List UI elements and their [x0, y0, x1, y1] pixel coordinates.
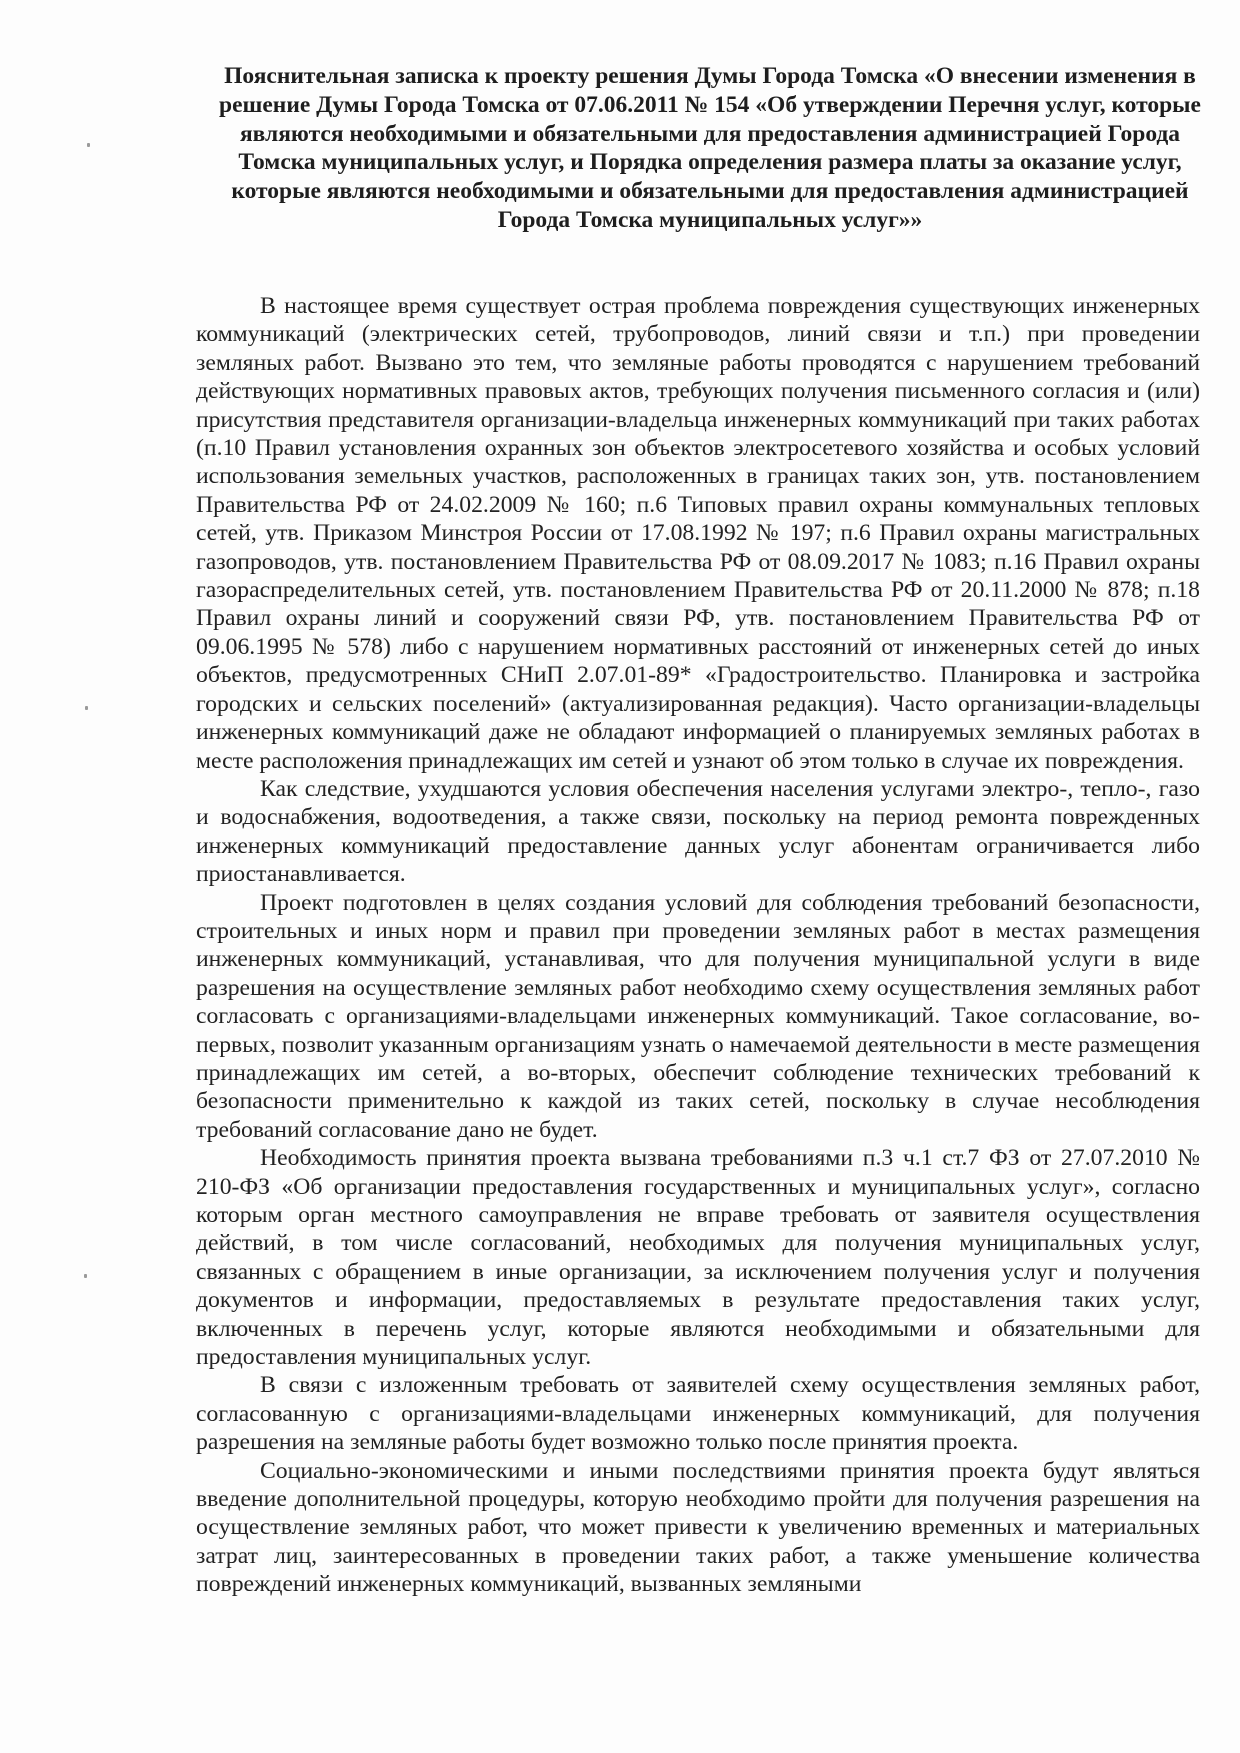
paragraph-consequence: Как следствие, ухудшаются условия обеспечения населения услугами электро-, тепло-, газо и водоснабжения, водоотведения, а также связи, поскольку на период ремонта поврежденных инженерных коммуникаций предоставление данных услуг абонентам ограничивается либо приостанавливается. — [196, 775, 1200, 888]
paragraph-effects: Социально-экономическими и иными последствиями принятия проекта будут являться введение дополнительной процедуры, которую необходимо пройти для получения разрешения на осуществление земляных работ, что может привести к увеличению временных и материальных затрат лиц, заинтересованных в проведении таких работ, а также уменьшение количества повреждений инженерных коммуникаций, вызванных земляными — [196, 1457, 1200, 1598]
document-body — [196, 292, 1200, 1599]
scan-margin-mark — [85, 706, 88, 710]
paragraph-conclusion: В связи с изложенным требовать от заявителей схему осуществления земляных работ, согласованную с организациями-владельцами инженерных коммуникаций, для получения разрешения на земляные работы будет возможно только после принятия проекта. — [196, 1372, 1200, 1456]
scan-margin-mark — [87, 143, 90, 147]
scan-margin-mark — [84, 1274, 87, 1278]
paragraph-problem: В настоящее время существует острая проблема повреждения существующих инженерных коммуникаций (электрических сетей, трубопроводов, линий связи и т.п.) при проведении земляных работ. Вызвано это тем, что земляные работы проводятся с нарушением требований действующих нормативных правовых актов, требующих получения письменного согласия и (или) присутствия представителя организации-владельца инженерных коммуникаций при таких работах (п.10 Правил установления охранных зон объектов электросетевого хозяйства и особых условий использования земельных участков, расположенных в границах таких зон, утв. постановлением Правительства РФ от 24.02.2009 № 160; п.6 Типовых правил охраны коммунальных тепловых сетей, утв. Приказом Минстроя России от 17.08.1992 № 197; п.6 Правил охраны магистральных газопроводов, утв. постановлением Правительства РФ от 08.09.2017 № 1083; п.16 Правил охраны газораспределительных сетей, утв. постановлением Правительства РФ от 20.11.2000 № 878; п.18 Правил охраны линий и сооружений связи РФ, утв. постановлением Правительства РФ от 09.06.1995 № 578) либо с нарушением нормативных расстояний от инженерных сетей до иных объектов, предусмотренных СНиП 2.07.01-89* «Градостроительство. Планировка и застройка городских и сельских поселений» (актуализированная редакция). Часто организации-владельцы инженерных коммуникаций даже не обладают информацией о планируемых земляных работах в месте расположения принадлежащих им сетей и узнают об этом только в случае их повреждения. — [196, 293, 1200, 774]
document-title: Пояснительная записка к проекту решения Думы Города Томска «О внесении изменения в решение Думы Города Томска от 07.06.2011 № 154 «Об утверждении Перечня услуг, которые являются необходимыми и обязательными для предоставления администрацией Города Томска муниципальных услуг, и Порядка определения размера платы за оказание услуг, которые являются необходимыми и обязательными для предоставления администрацией Города Томска муниципальных услуг»» — [219, 63, 1201, 233]
paragraph-purpose: Проект подготовлен в целях создания условий для соблюдения требований безопасности, строительных и иных норм и правил при проведении земляных работ в местах размещения инженерных коммуникаций, устанавливая, что для получения муниципальной услуги в виде разрешения на осуществление земляных работ необходимо схему осуществления земляных работ согласовать с организациями-владельцами инженерных коммуникаций. Такое согласование, во-первых, позволит указанным организациям узнать о намечаемой деятельности в месте размещения принадлежащих им сетей, а во-вторых, обеспечит соблюдение технических требований к безопасности применительно к каждой из таких сетей, поскольку в случае несоблюдения требований согласование дано не будет. — [196, 889, 1200, 1143]
paragraph-legal-basis: Необходимость принятия проекта вызвана требованиями п.3 ч.1 ст.7 ФЗ от 27.07.2010 № 210-ФЗ «Об организации предоставления государственных и муниципальных услуг», согласно которым орган местного самоуправления не вправе требовать от заявителя осуществления действий, в том числе согласований, необходимых для получения муниципальных услуг, связанных с обращением в иные организации, за исключением получения услуг и получения документов и информации, предоставляемых в результате предоставления таких услуг, включенных в перечень услуг, которые являются необходимыми и обязательными для предоставления муниципальных услуг. — [196, 1145, 1200, 1371]
